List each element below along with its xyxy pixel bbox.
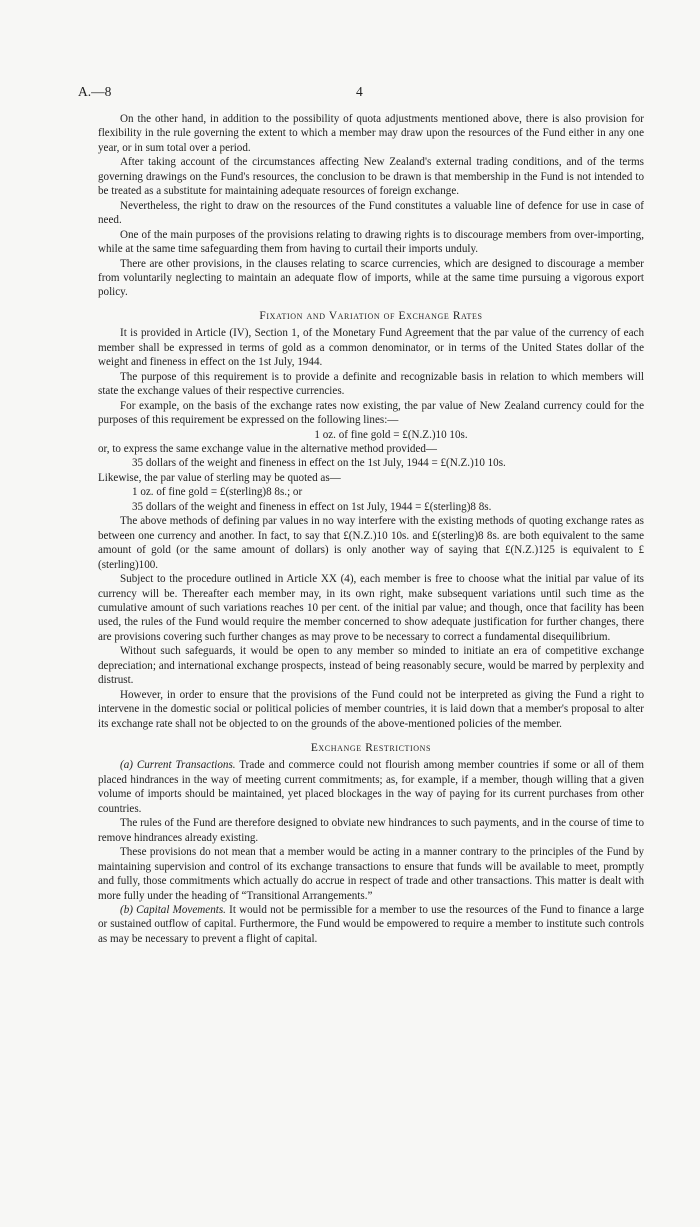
- paragraph-text: Trade and commerce could not flourish among member countries if some or all of them placed hindrances in the way of meeting current commitments; as, for example, if a member, though willing that a given volume of imports should be maintained, yet placed blockages in the way of paying for its current purchases from other countries.: [98, 759, 644, 815]
- paragraph: [98, 758, 644, 816]
- page-number: 4: [356, 84, 363, 99]
- formula-line: 1 oz. of fine gold = £(sterling)8 8s.; or: [132, 486, 303, 499]
- paragraph: After taking account of the circumstances affecting New Zealand's external trading conditions, and of the terms governing drawings on the Fund's resources, the conclusion to be drawn is that membership in the Fund is not intended to be treated as a substitute for maintaining adequate resources of foreign exchange.: [98, 156, 644, 198]
- paragraph: One of the main purposes of the provisions relating to drawing rights is to discourage members from over-importing, while at the same time safeguarding them from having to curtail their imports unduly.: [98, 228, 644, 256]
- section-heading-exchange-restrictions: Exchange Restrictions: [310, 742, 432, 755]
- paragraph: [98, 903, 644, 946]
- paragraph: However, in order to ensure that the provisions of the Fund could not be interpreted as giving the Fund a right to intervene in the domestic social or political policies of member countries, it is laid down that a member's proposal to alter its exchange rate shall not be objected to on the grounds of the above-mentioned policies of the member.: [98, 688, 644, 730]
- paragraph: Likewise, the par value of sterling may be quoted as—: [98, 471, 341, 484]
- paragraph: Nevertheless, the right to draw on the resources of the Fund constitutes a valuable line of defence for use in case of need.: [98, 199, 644, 227]
- paragraph: For example, on the basis of the exchange rates now existing, the par value of New Zealand currency could for the purposes of this requirement be expressed on the following lines:—: [98, 399, 644, 427]
- section-heading-exchange-rates: Fixation and Variation of Exchange Rates: [259, 309, 483, 322]
- formula-line: 35 dollars of the weight and fineness in effect on 1st July, 1944 = £(sterling)8 8s.: [132, 500, 492, 513]
- paragraph-text: It would not be permissible for a member to use the resources of the Fund to finance a large or sustained outflow of capital. Furthermore, the Fund would be empowered to require a member to institute such controls as may be necessary to prevent a flight of capital.: [98, 904, 645, 945]
- formula-line: 35 dollars of the weight and fineness in effect on the 1st July, 1944 = £(N.Z.)10 10s.: [132, 457, 506, 470]
- paragraph: There are other provisions, in the clauses relating to scarce currencies, which are designed to discourage a member from voluntarily neglecting to maintain an adequate flow of imports, while at the same time pursuing a vigorous export policy.: [98, 257, 644, 299]
- paragraph: The above methods of defining par values in no way interfere with the existing methods of quoting exchange rates as between one currency and another. In fact, to say that £(N.Z.)10 10s. and £(sterling)8 8s. are both equivalent to the same amount of gold (or the same amount of dollars) is only another way of saying that £(N.Z.)125 is equivalent to £(sterling)100.: [98, 515, 644, 571]
- formula-line: 1 oz. of fine gold = £(N.Z.)10 10s.: [314, 428, 468, 441]
- paragraph: or, to express the same exchange value in the alternative method provided—: [98, 442, 438, 455]
- paragraph: Without such safeguards, it would be open to any member so minded to initiate an era of competitive exchange depreciation; and international exchange prospects, instead of being reasonably secure, would be marred by perplexity and distrust.: [98, 645, 644, 687]
- paragraph: The rules of the Fund are therefore designed to obviate new hindrances to such payments, and in the course of time to remove hindrances already existing.: [98, 817, 644, 844]
- paragraph: The purpose of this requirement is to provide a definite and recognizable basis in relation to which members will state the exchange values of their respective currencies.: [98, 370, 644, 398]
- document-body: [98, 112, 644, 946]
- subheading-capital-movements: (b) Capital Movements.: [120, 904, 226, 917]
- document-reference: A.—8: [78, 84, 112, 99]
- paragraph: Subject to the procedure outlined in Article XX (4), each member is free to choose what the initial par value of its currency will be. Thereafter each member may, in its own right, make subsequent variations until such time as the cumulative amount of such variations reaches 10 per cent. of the initial par value; and though, once that facility has been used, the rules of the Fund would require the member concerned to show adequate justification for further changes, there are provisions covering such further changes as may prove to be necessary to correct a fundamental disequilibrium.: [98, 573, 644, 643]
- paragraph: It is provided in Article (IV), Section 1, of the Monetary Fund Agreement that the par value of the currency of each member shall be expressed in terms of gold as a common denominator, or in terms of the United States dollar of the weight and fineness in effect on the 1st July, 1944.: [98, 327, 644, 369]
- subheading-current-transactions: (a) Current Transactions.: [120, 759, 236, 772]
- paragraph: These provisions do not mean that a member would be acting in a manner contrary to the principles of the Fund by maintaining supervision and control of its exchange transactions to ensure that funds will be available to meet, promptly and fully, those commitments which actually do accrue in respect of trade and other transactions. This matter is dealt with more fully under the heading of “Transitional Arrangements.”: [98, 846, 644, 902]
- paragraph: On the other hand, in addition to the possibility of quota adjustments mentioned above, there is also provision for flexibility in the rule governing the extent to which a member may draw upon the resources of the Fund either in any one year, or in sum total over a period.: [98, 113, 644, 154]
